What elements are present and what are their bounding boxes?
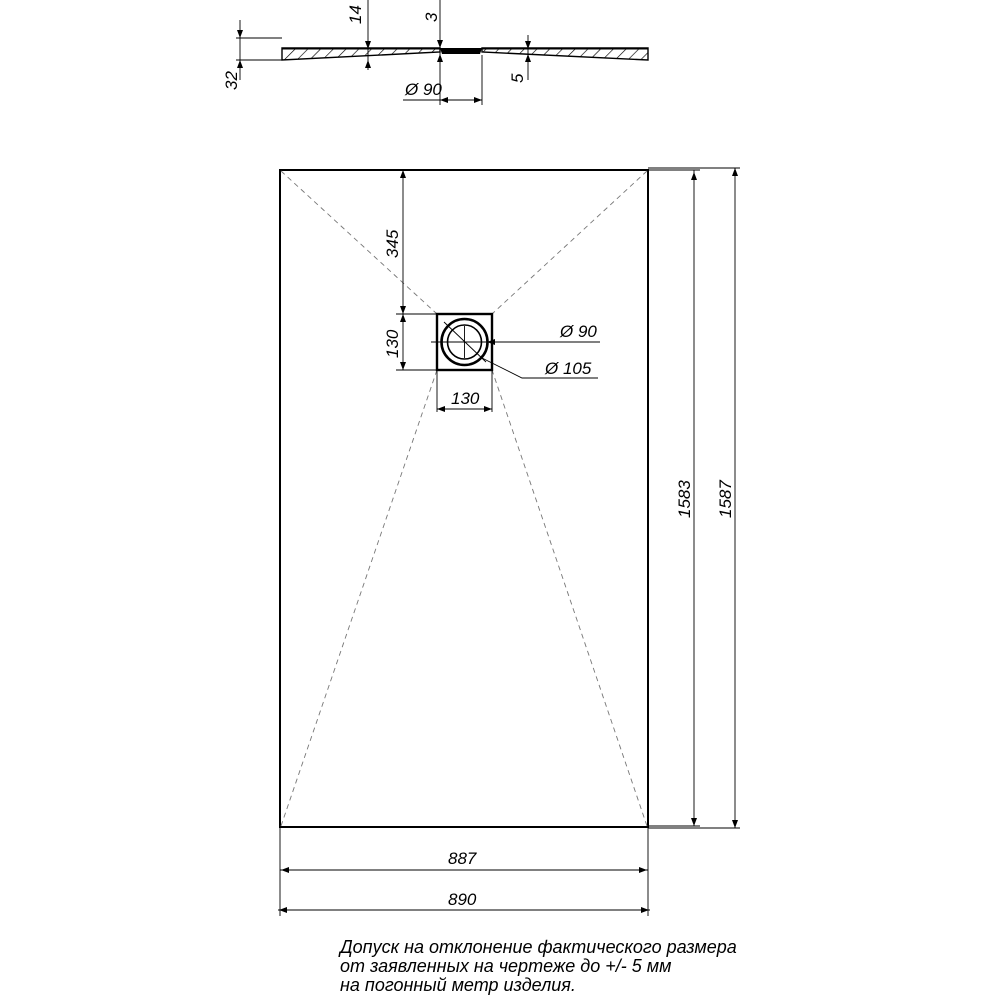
- slope-line-tl: [281, 171, 437, 314]
- slope-line-bl: [281, 370, 437, 826]
- tolerance-note-line-1: Допуск на отклонение фактического размера: [340, 937, 737, 957]
- tolerance-note-line-3: на погонный метр изделия.: [340, 975, 576, 995]
- dim-label-d90-profile: Ø 90: [405, 80, 442, 99]
- tray-section-left: [282, 48, 440, 60]
- dim-label-3: 3: [422, 12, 441, 22]
- dim-label-1583: 1583: [675, 480, 694, 518]
- tray-outline: [280, 170, 648, 827]
- slope-line-br: [492, 370, 647, 826]
- tolerance-note-line-2: от заявленных на чертеже до +/- 5 мм: [340, 956, 672, 976]
- dim-label-d90-plan: Ø 90: [560, 322, 597, 341]
- slope-line-tr: [492, 171, 647, 314]
- tolerance-note: [340, 938, 800, 995]
- dim-label-32: 32: [222, 71, 241, 90]
- dim-label-14: 14: [346, 5, 365, 24]
- dim-label-890: 890: [448, 890, 477, 909]
- dim-label-130h: 130: [451, 389, 480, 408]
- dim-label-1587: 1587: [716, 480, 735, 518]
- profile-view: [222, 0, 648, 105]
- dim-label-887: 887: [448, 849, 477, 868]
- dim-label-5: 5: [508, 73, 527, 83]
- dim-label-130v: 130: [383, 329, 402, 358]
- dim-label-d105: Ø 105: [545, 359, 592, 378]
- dim-label-345: 345: [383, 229, 402, 258]
- plan-view: [278, 168, 740, 916]
- tray-section-right: [482, 48, 648, 60]
